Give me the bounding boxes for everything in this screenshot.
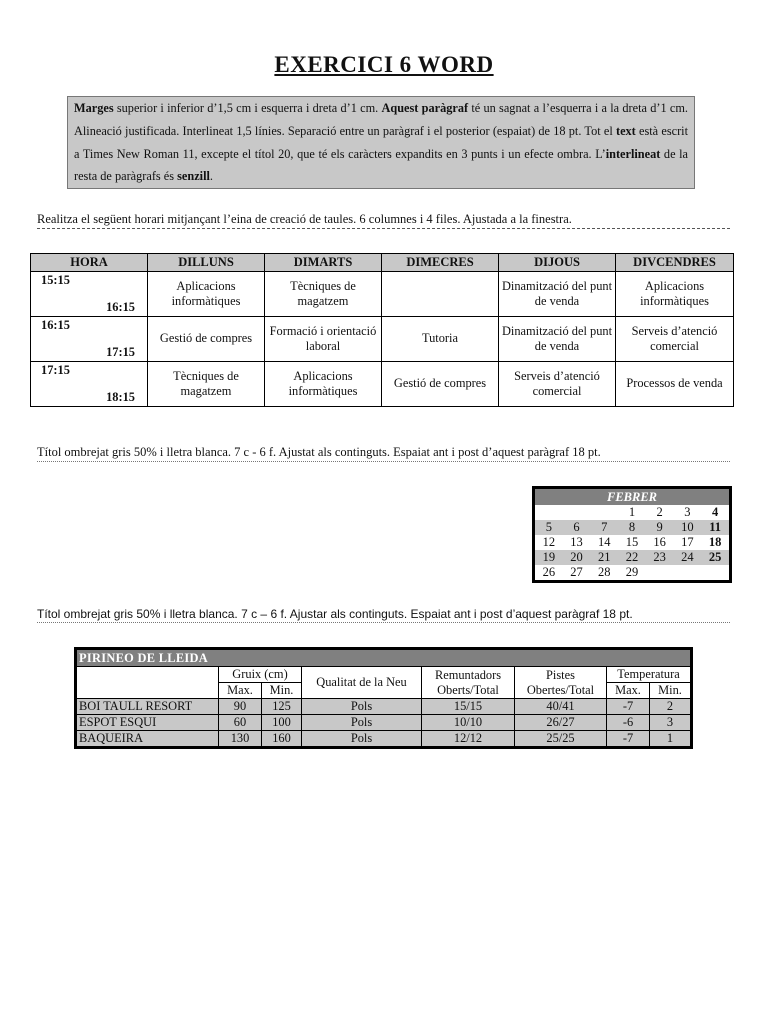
calendar-month: FEBRER bbox=[535, 489, 729, 505]
calendar-day bbox=[701, 565, 729, 580]
calendar-day: 6 bbox=[563, 520, 591, 535]
schedule-header-row bbox=[31, 254, 734, 272]
table-row bbox=[31, 317, 734, 362]
header-dilluns: DILLUNS bbox=[148, 254, 265, 272]
remuntadors: 12/12 bbox=[422, 731, 515, 748]
calendar-day: 5 bbox=[535, 520, 563, 535]
class-cell: Dinamització del punt de venda bbox=[499, 272, 616, 317]
table-row bbox=[31, 272, 734, 317]
calendar-day: 7 bbox=[590, 520, 618, 535]
instruction-schedule: Realitza el següent horari mitjançant l’eina de creació de taules. 6 columnes i 4 files. Ajustada a la finestra. bbox=[37, 212, 730, 229]
bold-text: senzill bbox=[177, 169, 210, 184]
class-cell bbox=[382, 272, 499, 317]
header-qualitat: Qualitat de la Neu bbox=[302, 667, 422, 699]
header-gruix: Gruix (cm) bbox=[219, 667, 302, 683]
header-gruix-min: Min. bbox=[262, 683, 302, 699]
calendar-week bbox=[535, 550, 729, 565]
ski-table bbox=[74, 647, 693, 749]
class-cell: Tècniques de magatzem bbox=[148, 362, 265, 407]
calendar-day: 11 bbox=[701, 520, 729, 535]
ski-header-row bbox=[76, 667, 692, 683]
calendar-day: 29 bbox=[618, 565, 646, 580]
class-cell: Serveis d’atenció comercial bbox=[616, 317, 734, 362]
bold-text: interlineat bbox=[605, 146, 661, 161]
calendar-day: 26 bbox=[535, 565, 563, 580]
header-divcendres: DIVCENDRES bbox=[616, 254, 734, 272]
calendar-week bbox=[535, 505, 729, 520]
pistes: 25/25 bbox=[515, 731, 607, 748]
table-row bbox=[76, 731, 692, 748]
remuntadors: 10/10 bbox=[422, 715, 515, 731]
calendar-day: 17 bbox=[674, 535, 702, 550]
bold-text: Aquest paràgraf bbox=[381, 101, 469, 115]
calendar-week bbox=[535, 565, 729, 580]
calendar-day: 1 bbox=[618, 505, 646, 520]
ski-table-title: PIRINEO DE LLEIDA bbox=[76, 649, 692, 667]
station-name: ESPOT ESQUI bbox=[76, 715, 219, 731]
calendar-day: 13 bbox=[563, 535, 591, 550]
remuntadors: 15/15 bbox=[422, 699, 515, 715]
calendar-day: 12 bbox=[535, 535, 563, 550]
hour-cell bbox=[31, 362, 148, 407]
calendar-day: 8 bbox=[618, 520, 646, 535]
calendar-day: 3 bbox=[674, 505, 702, 520]
calendar-day: 22 bbox=[618, 550, 646, 565]
class-cell: Serveis d’atenció comercial bbox=[499, 362, 616, 407]
station-name: BAQUEIRA bbox=[76, 731, 219, 748]
calendar-day: 21 bbox=[590, 550, 618, 565]
gruix-min: 125 bbox=[262, 699, 302, 715]
calendar-day bbox=[563, 505, 591, 520]
calendar-day: 25 bbox=[701, 550, 729, 565]
header-dijous: DIJOUS bbox=[499, 254, 616, 272]
gruix-max: 130 bbox=[219, 731, 262, 748]
gruix-max: 90 bbox=[219, 699, 262, 715]
text: . bbox=[209, 169, 213, 184]
calendar-day: 19 bbox=[535, 550, 563, 565]
hour-start: 16:15 bbox=[41, 318, 70, 332]
temp-min: 1 bbox=[650, 731, 692, 748]
class-cell: Gestió de compres bbox=[148, 317, 265, 362]
hour-start: 15:15 bbox=[41, 273, 70, 287]
qualitat: Pols bbox=[302, 731, 422, 748]
page-title: EXERCICI 6 WORD bbox=[274, 52, 494, 77]
calendar-day: 27 bbox=[563, 565, 591, 580]
hour-cell bbox=[31, 317, 148, 362]
table-row bbox=[31, 362, 734, 407]
header-dimecres: DIMECRES bbox=[382, 254, 499, 272]
calendar-day: 28 bbox=[590, 565, 618, 580]
class-cell: Dinamització del punt de venda bbox=[499, 317, 616, 362]
class-cell: Processos de venda bbox=[616, 362, 734, 407]
class-cell: Tècniques de magatzem bbox=[265, 272, 382, 317]
pistes: 26/27 bbox=[515, 715, 607, 731]
hour-end: 17:15 bbox=[106, 344, 135, 359]
temp-max: -7 bbox=[607, 731, 650, 748]
calendar-day bbox=[646, 565, 674, 580]
table-row bbox=[76, 715, 692, 731]
instruction-calendar: Títol ombrejat gris 50% i lletra blanca. 7 c - 6 f. Ajustat als continguts. Espaiat ant i post d’aquest paràgraf 18 pt. bbox=[37, 445, 730, 462]
hour-end: 16:15 bbox=[106, 299, 135, 314]
calendar-day: 16 bbox=[646, 535, 674, 550]
hour-end: 18:15 bbox=[106, 389, 135, 404]
header-temp-min: Min. bbox=[650, 683, 692, 699]
header-temperatura: Temperatura bbox=[607, 667, 692, 683]
bold-text: Marges bbox=[74, 101, 114, 115]
calendar-week bbox=[535, 520, 729, 535]
bold-text: text bbox=[615, 123, 636, 138]
gruix-max: 60 bbox=[219, 715, 262, 731]
calendar-day: 9 bbox=[646, 520, 674, 535]
station-name: BOI TAULL RESORT bbox=[76, 699, 219, 715]
calendar-day: 23 bbox=[646, 550, 674, 565]
pistes: 40/41 bbox=[515, 699, 607, 715]
class-cell: Aplicacions informàtiques bbox=[265, 362, 382, 407]
calendar-day: 14 bbox=[590, 535, 618, 550]
calendar-day: 2 bbox=[646, 505, 674, 520]
header-dimarts: DIMARTS bbox=[265, 254, 382, 272]
table-row bbox=[76, 699, 692, 715]
calendar-day: 4 bbox=[701, 505, 729, 520]
temp-min: 2 bbox=[650, 699, 692, 715]
calendar bbox=[532, 486, 732, 583]
header-hora: HORA bbox=[31, 254, 148, 272]
hour-start: 17:15 bbox=[41, 363, 70, 377]
temp-min: 3 bbox=[650, 715, 692, 731]
schedule-table bbox=[30, 253, 734, 407]
class-cell: Tutoria bbox=[382, 317, 499, 362]
gruix-min: 160 bbox=[262, 731, 302, 748]
calendar-day: 10 bbox=[674, 520, 702, 535]
intro-paragraph bbox=[67, 96, 695, 189]
text: té un sagnat a l’esquerra i a la dreta d’1 cm. Alineació justificada. Interlineat 1,5 línies. Separació entre un paràgraf i el posterior (espaiat) de 18 pt. Tot el bbox=[74, 101, 688, 138]
qualitat: Pols bbox=[302, 715, 422, 731]
empty-header bbox=[76, 667, 219, 699]
calendar-day: 15 bbox=[618, 535, 646, 550]
class-cell: Aplicacions informàtiques bbox=[616, 272, 734, 317]
calendar-day bbox=[590, 505, 618, 520]
header-temp-max: Max. bbox=[607, 683, 650, 699]
calendar-day: 18 bbox=[701, 535, 729, 550]
calendar-day: 24 bbox=[674, 550, 702, 565]
class-cell: Formació i orientació laboral bbox=[265, 317, 382, 362]
temp-max: -6 bbox=[607, 715, 650, 731]
calendar-day: 20 bbox=[563, 550, 591, 565]
header-remuntadors: Remuntadors Oberts/Total bbox=[422, 667, 515, 699]
qualitat: Pols bbox=[302, 699, 422, 715]
gruix-min: 100 bbox=[262, 715, 302, 731]
header-pistes: Pistes Obertes/Total bbox=[515, 667, 607, 699]
hour-cell bbox=[31, 272, 148, 317]
header-gruix-max: Max. bbox=[219, 683, 262, 699]
instruction-ski: Títol ombrejat gris 50% i lletra blanca. 7 c – 6 f. Ajustar als continguts. Espaiat ant i post d’aquest paràgraf 18 pt. bbox=[37, 607, 730, 623]
text: està escrit a Times New Roman 11, excepte el títol 20, que té els caràcters expandits en 3 punts i un efecte ombra. L’ bbox=[74, 123, 688, 161]
calendar-day bbox=[535, 505, 563, 520]
calendar-week bbox=[535, 535, 729, 550]
calendar-day bbox=[674, 565, 702, 580]
class-cell: Aplicacions informàtiques bbox=[148, 272, 265, 317]
class-cell: Gestió de compres bbox=[382, 362, 499, 407]
text: superior i inferior d’1,5 cm i esquerra i dreta d’1 cm. bbox=[113, 101, 382, 115]
text: de la resta de paràgrafs és bbox=[74, 146, 688, 184]
temp-max: -7 bbox=[607, 699, 650, 715]
